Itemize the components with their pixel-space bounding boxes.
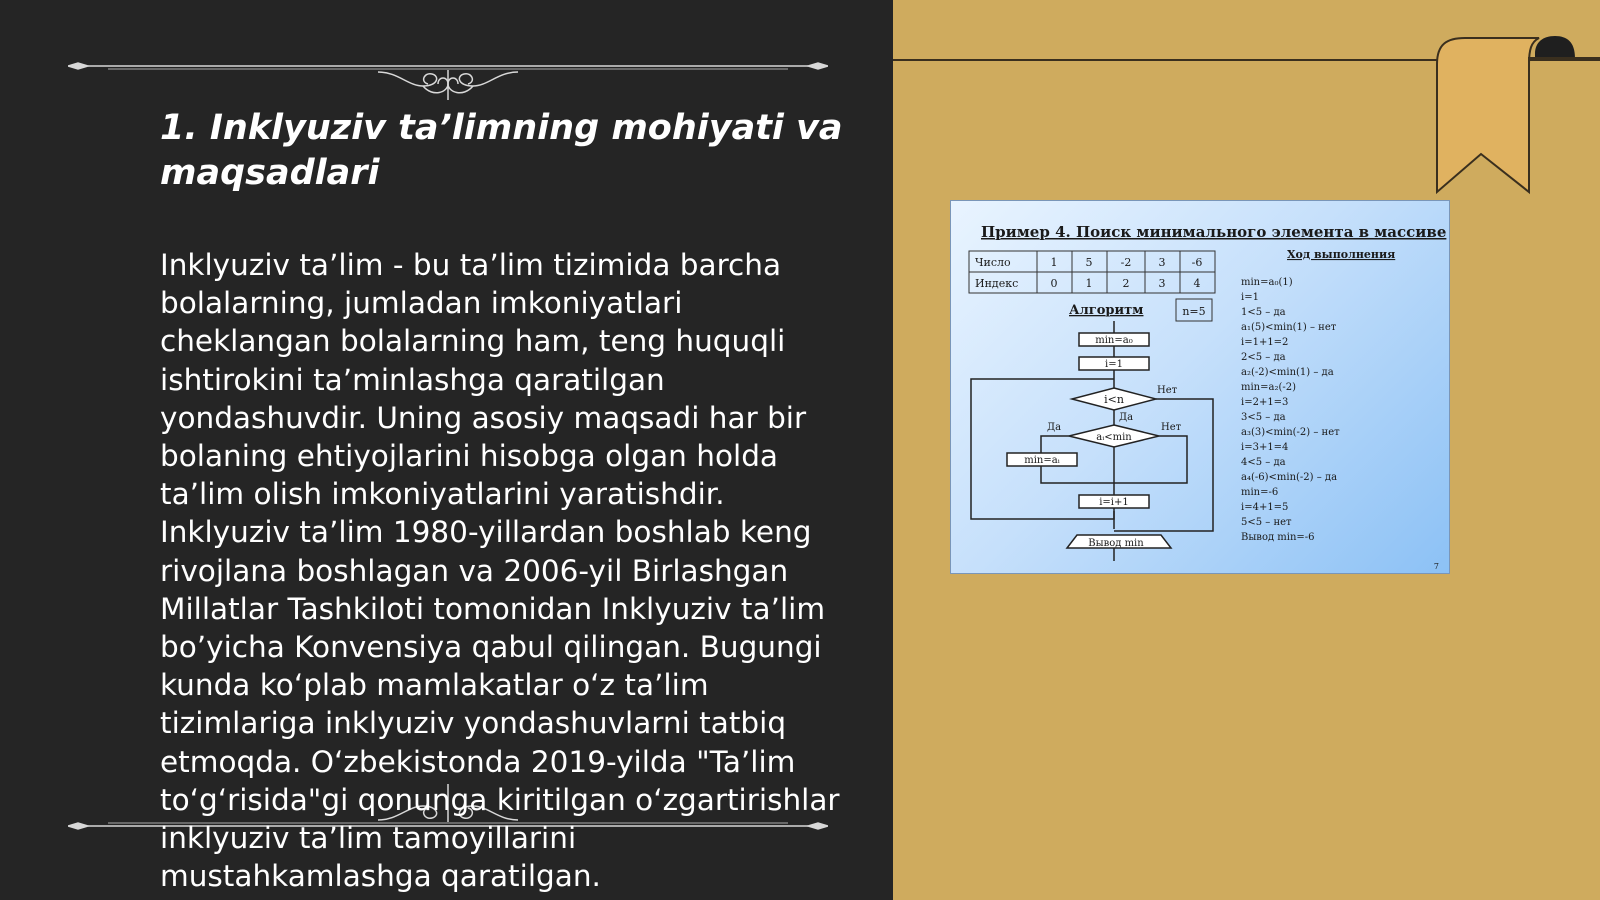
trace-line: 3<5 – да [1241, 412, 1286, 423]
table-row-label-index: Индекс [975, 277, 1019, 290]
branch-label-no: Нет [1157, 385, 1178, 396]
table-cell: 4 [1193, 277, 1201, 290]
node-init-i-label: i=1 [1105, 359, 1123, 370]
table-cell: 1 [1085, 277, 1093, 290]
table-cell: 5 [1085, 256, 1093, 269]
branch-label-yes: Да [1047, 422, 1062, 433]
trace-line: 2<5 – да [1241, 352, 1286, 363]
trace-list [1241, 277, 1340, 543]
trace-line: a₁(5)<min(1) – нет [1241, 322, 1337, 333]
trace-line: min=a₂(-2) [1241, 382, 1297, 393]
trace-line: i=3+1=4 [1241, 442, 1289, 453]
trace-line: min=-6 [1241, 487, 1279, 498]
trace-line: a₃(3)<min(-2) – нет [1241, 427, 1340, 438]
node-increment-label: i=i+1 [1099, 497, 1129, 508]
branch-label-no: Нет [1161, 422, 1182, 433]
trace-line: 4<5 – да [1241, 457, 1286, 468]
flowchart-title: Пример 4. Поиск минимального элемента в массиве [981, 223, 1447, 241]
trace-line: i=1 [1241, 292, 1259, 303]
node-output-label: Вывод min [1088, 538, 1144, 549]
table-cell: 3 [1158, 256, 1166, 269]
slide-body-text: Inklyuziv ta’lim - bu ta’lim tizimida barcha bolalarning, jumladan imkoniyatlari cheklangan bolalarning ham, teng huquqli ishtirokini ta’minlashga qaratilgan yondashuvdir. Uning asosiy maqsadi har bir bolaning ehtiyojlarini hisobga olgan holda ta’lim olish imkoniyatlarini yaratishdir. Inklyuziv ta’lim 1980-yillardan boshlab keng rivojlana boshlagan va 2006-yil Birlashgan Millatlar Tashkiloti tomonidan Inklyuziv ta’lim bo’yicha Konvensiya qabul qilingan. Bugungi kunda ko‘plab mamlakatlar o‘z ta’lim tizimlariga inklyuziv yondashuvlarni tatbiq etmoqda. O‘zbekistonda 2019-yilda "Ta’lim to‘g‘risida"gi qonunga kiritilgan o‘zgartirishlar inklyuziv ta’lim tamoyillarini mustahkamlashga qaratilgan. [160, 248, 840, 894]
trace-line: i=2+1=3 [1241, 397, 1289, 408]
table-cell: -6 [1191, 256, 1203, 269]
trace-line: a₂(-2)<min(1) – да [1241, 367, 1334, 378]
flowchart-diagram [951, 201, 1451, 575]
trace-line: i=1+1=2 [1241, 337, 1289, 348]
node-init-min-label: min=a₀ [1095, 335, 1133, 346]
bookmark-ribbon-icon [1435, 34, 1600, 204]
algorithm-label: Алгоритм [1069, 303, 1144, 318]
node-cond-i-label: i<n [1104, 393, 1124, 406]
trace-title: Ход выполнения [1287, 248, 1396, 261]
table-cell: 0 [1050, 277, 1058, 290]
table-row-label-number: Число [975, 256, 1011, 269]
table-cell: -2 [1120, 256, 1132, 269]
trace-line: i=4+1=5 [1241, 502, 1289, 513]
table-cell: 2 [1122, 277, 1130, 290]
page-number: 7 [1433, 562, 1439, 571]
node-cond-a-label: aᵢ<min [1096, 432, 1132, 443]
trace-line: 1<5 – да [1241, 307, 1286, 318]
table-cell: 3 [1158, 277, 1166, 290]
top-ornament-divider [68, 40, 828, 100]
node-assign-min-label: min=aᵢ [1024, 455, 1060, 466]
n-label: n=5 [1182, 305, 1206, 318]
trace-line: Вывод min=-6 [1241, 532, 1315, 543]
slide-title: 1. Inklyuziv ta’limning mohiyati va maqsadlari [160, 108, 843, 193]
table-cell: 1 [1050, 256, 1058, 269]
trace-line: min=a₀(1) [1241, 277, 1293, 288]
trace-line: 5<5 – нет [1241, 517, 1292, 528]
flowchart-image [950, 200, 1450, 574]
trace-line: a₄(-6)<min(-2) – да [1241, 472, 1338, 483]
branch-label-yes: Да [1119, 412, 1134, 423]
